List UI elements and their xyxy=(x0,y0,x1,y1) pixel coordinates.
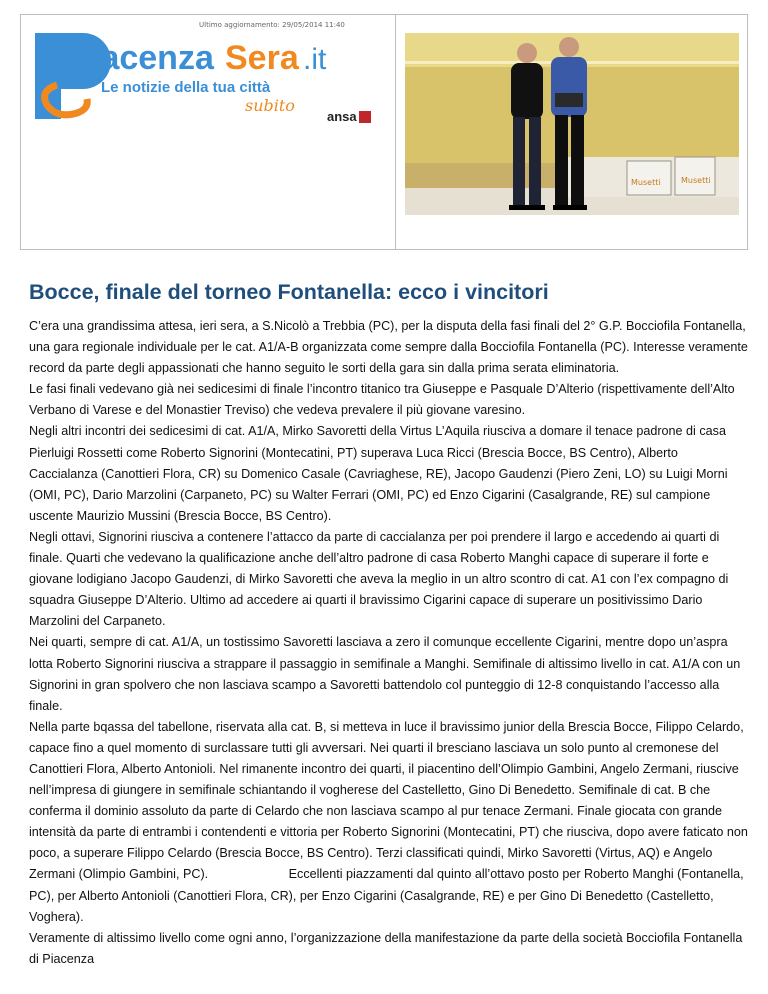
logo-sera-text: Sera xyxy=(225,39,299,77)
logo-graphic xyxy=(27,25,387,125)
logo-tagline: Le notizie della tua città xyxy=(101,79,271,96)
header-divider xyxy=(395,15,396,249)
article-paragraph: Negli ottavi, Signorini riusciva a contenere l’attacco da parte di caccialanza per poi prendere il largo e accedendo ai quarti di finale. Quarti che vedevano la qualificazione anche dell’altro padrone di casa Roberto Manghi capace di superare il forte e giovane lodigiano Jacopo Gaudenzi, di Mirko Savoretti che aveva la meglio in un altro scontro di cat. A1 con l’ex compagno di squadra Giuseppe D’Alterio. Ultimo ad accedere ai quarti il bravissimo Cigarini capace di superare un positivissimo Dario Marzolini del Carpaneto. xyxy=(29,529,729,629)
article-photo xyxy=(405,33,739,215)
article-paragraph: Nei quarti, sempre di cat. A1/A, un tostissimo Savoretti lasciava a zero il comunque eccellente Cigarini, mentre dopo un’aspra lotta Roberto Signorini riusciva a strappare il passaggio in semifinale a Manghi. Semifinale di altissimo livello in cat. A1/A con un Signorini in gran spolvero che non lasciava scampo a Savoretti battendolo col punteggio di 12-8 conquistando l’accesso alla finale. xyxy=(29,635,741,713)
article-paragraph: Le fasi finali vedevano già nei sedicesimi di finale l’incontro titanico tra Giuseppe e Pasquale D’Alterio (rispettivamente dell’Alto Verbano di Varese e del Monastier Treviso) che vedeva prevalere il più giovane varesino. xyxy=(29,382,735,418)
article-paragraph: Nella parte bqassa del tabellone, riservata alla cat. B, si metteva in luce il bravissimo junior della Brescia Bocce, Filippo Celardo, capace fino a quel momento di surclassare tutti gli avversari. Nei quarti il bresciano lasciava un solo punto al cremonese del Canottieri Flora, Alberto Antonioli. Nel rimanente incontro dei quarti, il piacentino dell’Olimpio Gambini, Angelo Zermani, riuscive nell’impresa di giungere in semifinale schiantando il vogherese del Castelletto, Gino Di Benedetto. Semifinale di cat. B che conferma il dominio assoluto da parte di Celardo che non lasciava scampo al pur tenace Zermani. Finale giocata con grande intensità da parte di entrambi i contendenti e vittoria per Roberto Signorini (Montecatini, PT) che riusciva, dopo avere faticato non poco, a superare Filippo Celardo (Brescia Bocce, BS Centro). Terzi classificati quindi, Mirko Savoretti (Virtus, AQ) e Angelo Zermani (Olimpio Gambini, PC). Eccellenti piazzamenti dal quinto all’ottavo posto per Roberto Manghi (Fontanella, PC), per Alberto Antonioli (Canottieri Flora, CR), per Enzo Cigarini (Casalgrande, RE) e per Gino Di Benedetto (Castelletto, Voghera). xyxy=(29,719,752,924)
logo-main-text: iacenza xyxy=(91,39,214,77)
logo-it-text: .it xyxy=(303,43,327,76)
last-update-text: Ultimo aggiornamento: 29/05/2014 11:40 xyxy=(199,21,345,29)
logo-subito: subito xyxy=(245,96,295,115)
article-title: Bocce, finale del torneo Fontanella: ecco i vincitori xyxy=(29,280,549,304)
article-paragraph: C’era una grandissima attesa, ieri sera, a S.Nicolò a Trebbia (PC), per la disputa della fasi finali del 2° G.P. Bocciofila Fontanella, una gara regionale individuale per le cat. A1/A-B organizzata come sempre dalla Bocciofila Fontanella (PC). Interesse veramente record da parte degli appassionati che hanno seguito le sorti della gara sin dalla prima serata eliminatoria. xyxy=(29,319,748,376)
article-paragraph: Negli altri incontri dei sedicesimi di cat. A1/A, Mirko Savoretti della Virtus L’Aquila riusciva a domare il tenace padrone di casa Pierluigi Rossetti come Roberto Signorini (Montecatini, PT) superava Luca Ricci (Brescia Bocce, BS Centro), Alberto Caccialanza (Canottieri Flora, CR) su Domenico Casale (Cavriaghese, RE), Jacopo Gaudenzi (Piero Zeni, LO) su Luigi Morni (OMI, PC), Dario Marzolini (Carpaneto, PC) su Walter Ferrari (OMI, PC) ed Enzo Cigarini (Casalgrande, RE) sul campione uscente Maurizio Mussini (Brescia Bocce, BS Centro). xyxy=(29,424,728,523)
photo-banner-right: Musetti xyxy=(681,176,711,185)
ansa-logo-text: ansa xyxy=(327,109,357,124)
header-box xyxy=(20,14,748,250)
piacenzasera-logo[interactable] xyxy=(27,25,387,125)
article-body xyxy=(29,316,752,970)
photo-banner-left: Musetti xyxy=(631,178,661,187)
article-paragraph: Veramente di altissimo livello come ogni anno, l’organizzazione della manifestazione da parte della società Bocciofila Fontanella di Piacenza xyxy=(29,930,743,966)
